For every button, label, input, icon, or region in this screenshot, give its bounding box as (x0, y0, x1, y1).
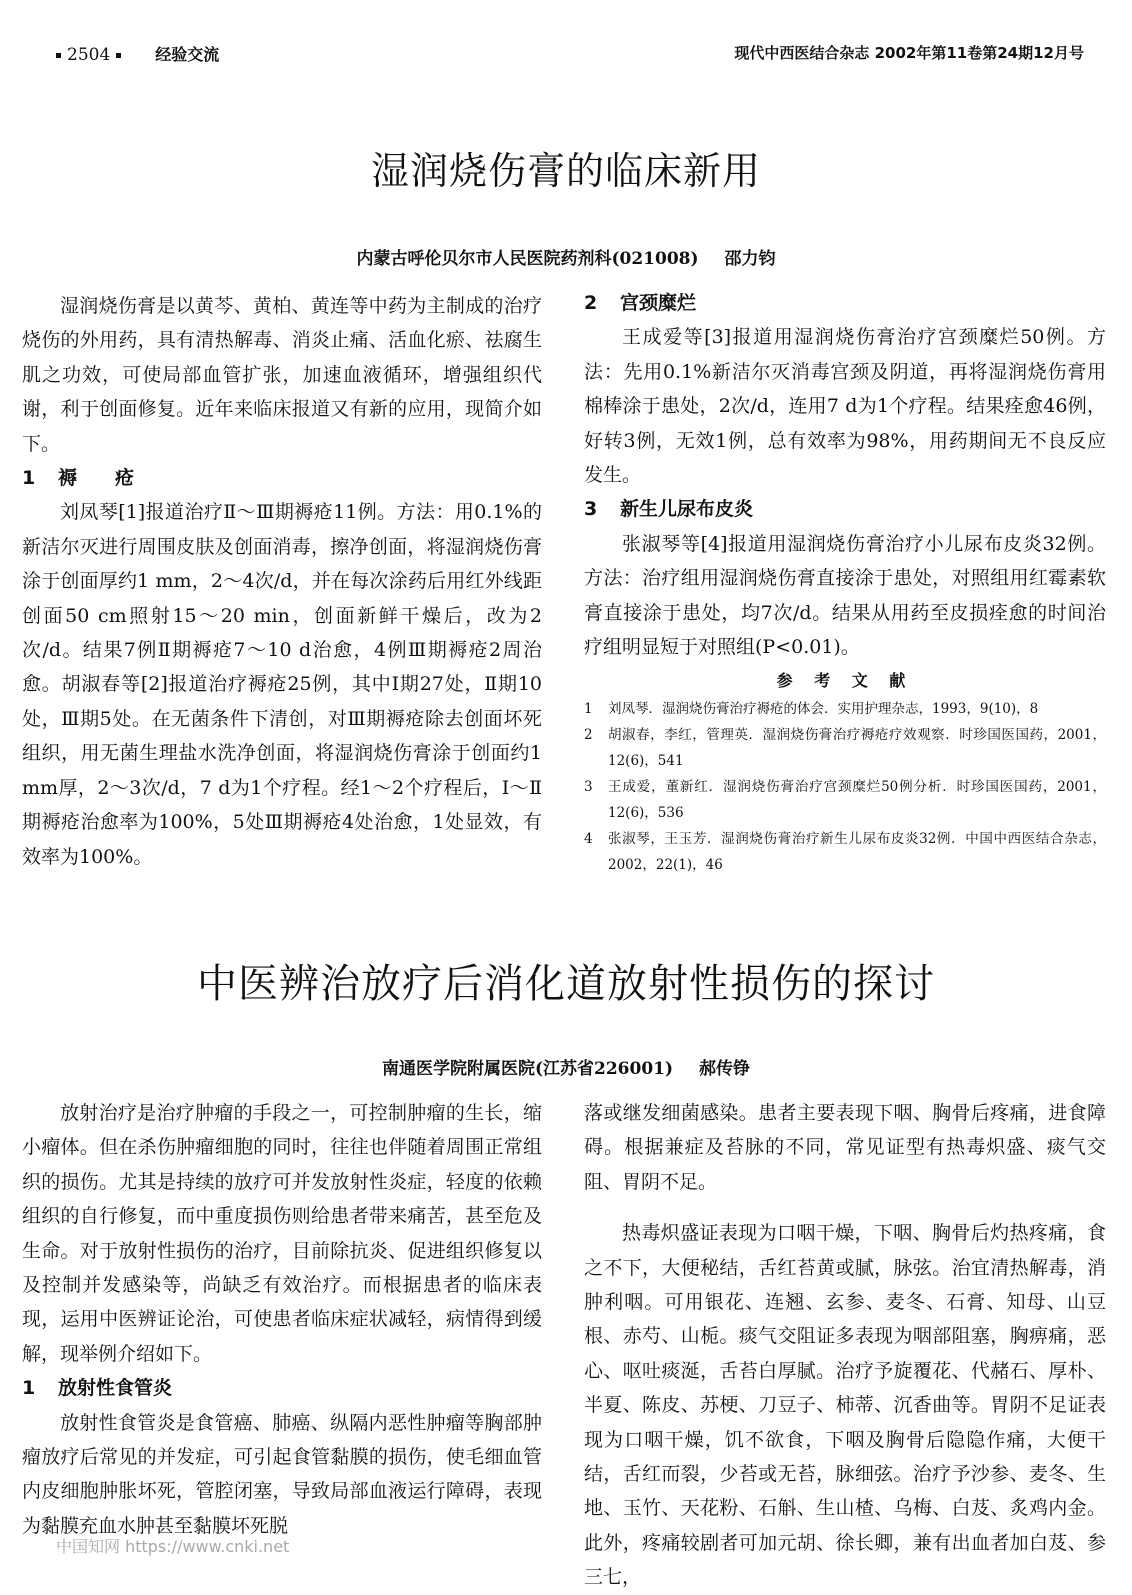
section-heading: 1 褥 疮 (22, 467, 135, 490)
article2-intro: 放射治疗是治疗肿瘤的手段之一，可控制肿瘤的生长，缩小瘤体。但在杀伤肿瘤细胞的同时，往往也伴随着周围正常组织的损伤。尤其是持续的放疗可并发放射性炎症，轻度的依赖组织的自行修复，而中重度损伤则给患者带来痛苦，甚至危及生命。对于放射性损伤的治疗，目前除抗炎、促进组织修复以及控制并发感染等，尚缺乏有效治疗。而根据患者的临床表现，运用中医辨证论治，可使患者临床症状减轻，病情得到缓解，现举例介绍如下。 (22, 1102, 542, 1365)
paragraph-continuation: 落或继发细菌感染。患者主要表现下咽、胸骨后疼痛，进食障碍。根据兼症及苔脉的不同，常见证型有热毒炽盛、痰气交阻、胃阴不足。 (584, 1102, 1106, 1193)
article1-affiliation: 内蒙古呼伦贝尔市人民医院药剂科(021008) (356, 249, 699, 269)
article2-column-right (584, 1096, 1106, 1595)
section-body: 王成爱等[3]报道用湿润烧伤膏治疗宫颈糜烂50例。方法：先用0.1%新洁尔灭消毒宫颈及阴道，再将湿润烧伤膏用棉棒涂于患处，2次/d，连用7 d为1个疗程。结果痊愈46例，好转3例，无效1例，总有效率为98%，用药期间无不良反应发生。 (584, 326, 1106, 487)
reference-item: 2 胡淑春，李红，管理英．湿润烧伤膏治疗褥疮疗效观察．时珍国医国药，2001，12(6)，541 (584, 727, 1106, 770)
article2-title: 中医辨治放疗后消化道放射性损伤的探讨 (197, 961, 935, 1007)
watermark: 中国知网 https://www.cnki.net (56, 1537, 290, 1556)
journal-info: 现代中西医结合杂志 2002年第11卷第24期12月号 (734, 44, 1084, 62)
reference-item: 1 刘凤琴．湿润烧伤膏治疗褥疮的体会．实用护理杂志，1993，9(10)，8 (584, 701, 1039, 718)
references-title: 参 考 文 献 (776, 671, 914, 691)
article1-column-left (22, 289, 542, 874)
section-heading: 3 新生儿尿布皮炎 (584, 498, 754, 521)
article1-title: 湿润烧伤膏的临床新用 (370, 149, 761, 193)
bullet-icon (116, 53, 121, 58)
article1-byline (0, 244, 1132, 269)
article2-author: 郝传铮 (699, 1059, 751, 1079)
section-body: 张淑琴等[4]报道用湿润烧伤膏治疗小儿尿布皮炎32例。方法：治疗组用湿润烧伤膏直接涂于患处，对照组用红霉素软膏直接涂于患处，均7次/d。结果从用药至皮损痊愈的时间治疗组明显短于对照组(P<0.01)。 (584, 532, 1106, 659)
section-body: 刘凤琴[1]报道治疗Ⅱ～Ⅲ期褥疮11例。方法：用0.1%的新洁尔灭进行周围皮肤及创面消毒，擦净创面，将湿润烧伤膏涂于创面厚约1 mm，2～4次/d，并在每次涂药后用红外线距创面50 cm照射15～20 min，创面新鲜干燥后，改为2次/d。结果7例Ⅱ期褥疮7～10 d治愈，4例Ⅲ期褥疮2周治愈。胡淑春等[2]报道治疗褥疮25例，其中Ⅰ期27处，Ⅱ期10处，Ⅲ期5处。在无菌条件下清创，对Ⅲ期褥疮除去创面坏死组织，用无菌生理盐水洗净创面，将湿润烧伤膏涂于创面约1 mm厚，2～3次/d，7 d为1个疗程。经1～2个疗程后，Ⅰ～Ⅱ期褥疮治愈率为100%，5处Ⅲ期褥疮4处治愈，1处显效，有效率为100%。 (22, 501, 542, 868)
section-heading: 1 放射性食管炎 (22, 1377, 173, 1400)
article1-intro: 湿润烧伤膏是以黄芩、黄柏、黄连等中药为主制成的治疗烧伤的外用药，具有清热解毒、消炎止痛、活血化瘀、祛腐生肌之功效，可使局部血管扩张，加速血液循环，增强组织代谢，利于创面修复。近年来临床报道又有新的应用，现简介如下。 (22, 295, 542, 455)
reference-item: 3 王成爱，董新红．湿润烧伤膏治疗宫颈糜烂50例分析．时珍国医国药，2001，12(6)，536 (584, 779, 1106, 822)
reference-item: 4 张淑琴，王玉芳．湿润烧伤膏治疗新生儿尿布皮炎32例．中国中西医结合杂志，2002，22(1)，46 (584, 831, 1106, 874)
article1-author: 邵力钧 (724, 249, 776, 269)
article1-column-right (584, 286, 1106, 878)
bullet-icon (56, 53, 61, 58)
section-label: 经验交流 (155, 45, 220, 64)
paragraph: 热毒炽盛证表现为口咽干燥，下咽、胸骨后灼热疼痛，食之不下，大便秘结，舌红苔黄或腻，脉弦。治宜清热解毒，消肿利咽。可用银花、连翘、玄参、麦冬、石膏、知母、山豆根、赤芍、山栀。痰气交阻证多表现为咽部阻塞，胸痹痛，恶心、呕吐痰涎，舌苔白厚腻。治疗予旋覆花、代赭石、厚朴、半夏、陈皮、苏梗、刀豆子、柿蒂、沉香曲等。胃阴不足证表现为口咽干燥，饥不欲食，下咽及胸骨后隐隐作痛，大便干结，舌红而裂，少苔或无苔，脉细弦。治疗予沙参、麦冬、生地、玉竹、天花粉、石斛、生山楂、乌梅、白芨、炙鸡内金。此外，疼痛较剧者可加元胡、徐长卿，兼有出血者加白芨、参三七， (584, 1222, 1106, 1589)
article2-byline (0, 1054, 1132, 1079)
article2-column-left (22, 1096, 542, 1543)
section-body: 放射性食管炎是食管癌、肺癌、纵隔内恶性肿瘤等胸部肿瘤放疗后常见的并发症，可引起食管黏膜的损伤，使毛细血管内皮细胞肿胀坏死，管腔闭塞，导致局部血液运行障碍，表现为黏膜充血水肿甚至黏膜坏死脱 (22, 1411, 542, 1537)
page-header-left (50, 42, 219, 65)
section-heading: 2 宫颈糜烂 (584, 292, 697, 314)
article2-affiliation: 南通医学院附属医院(江苏省226001) (381, 1059, 674, 1079)
page-number: 2504 (67, 45, 111, 65)
